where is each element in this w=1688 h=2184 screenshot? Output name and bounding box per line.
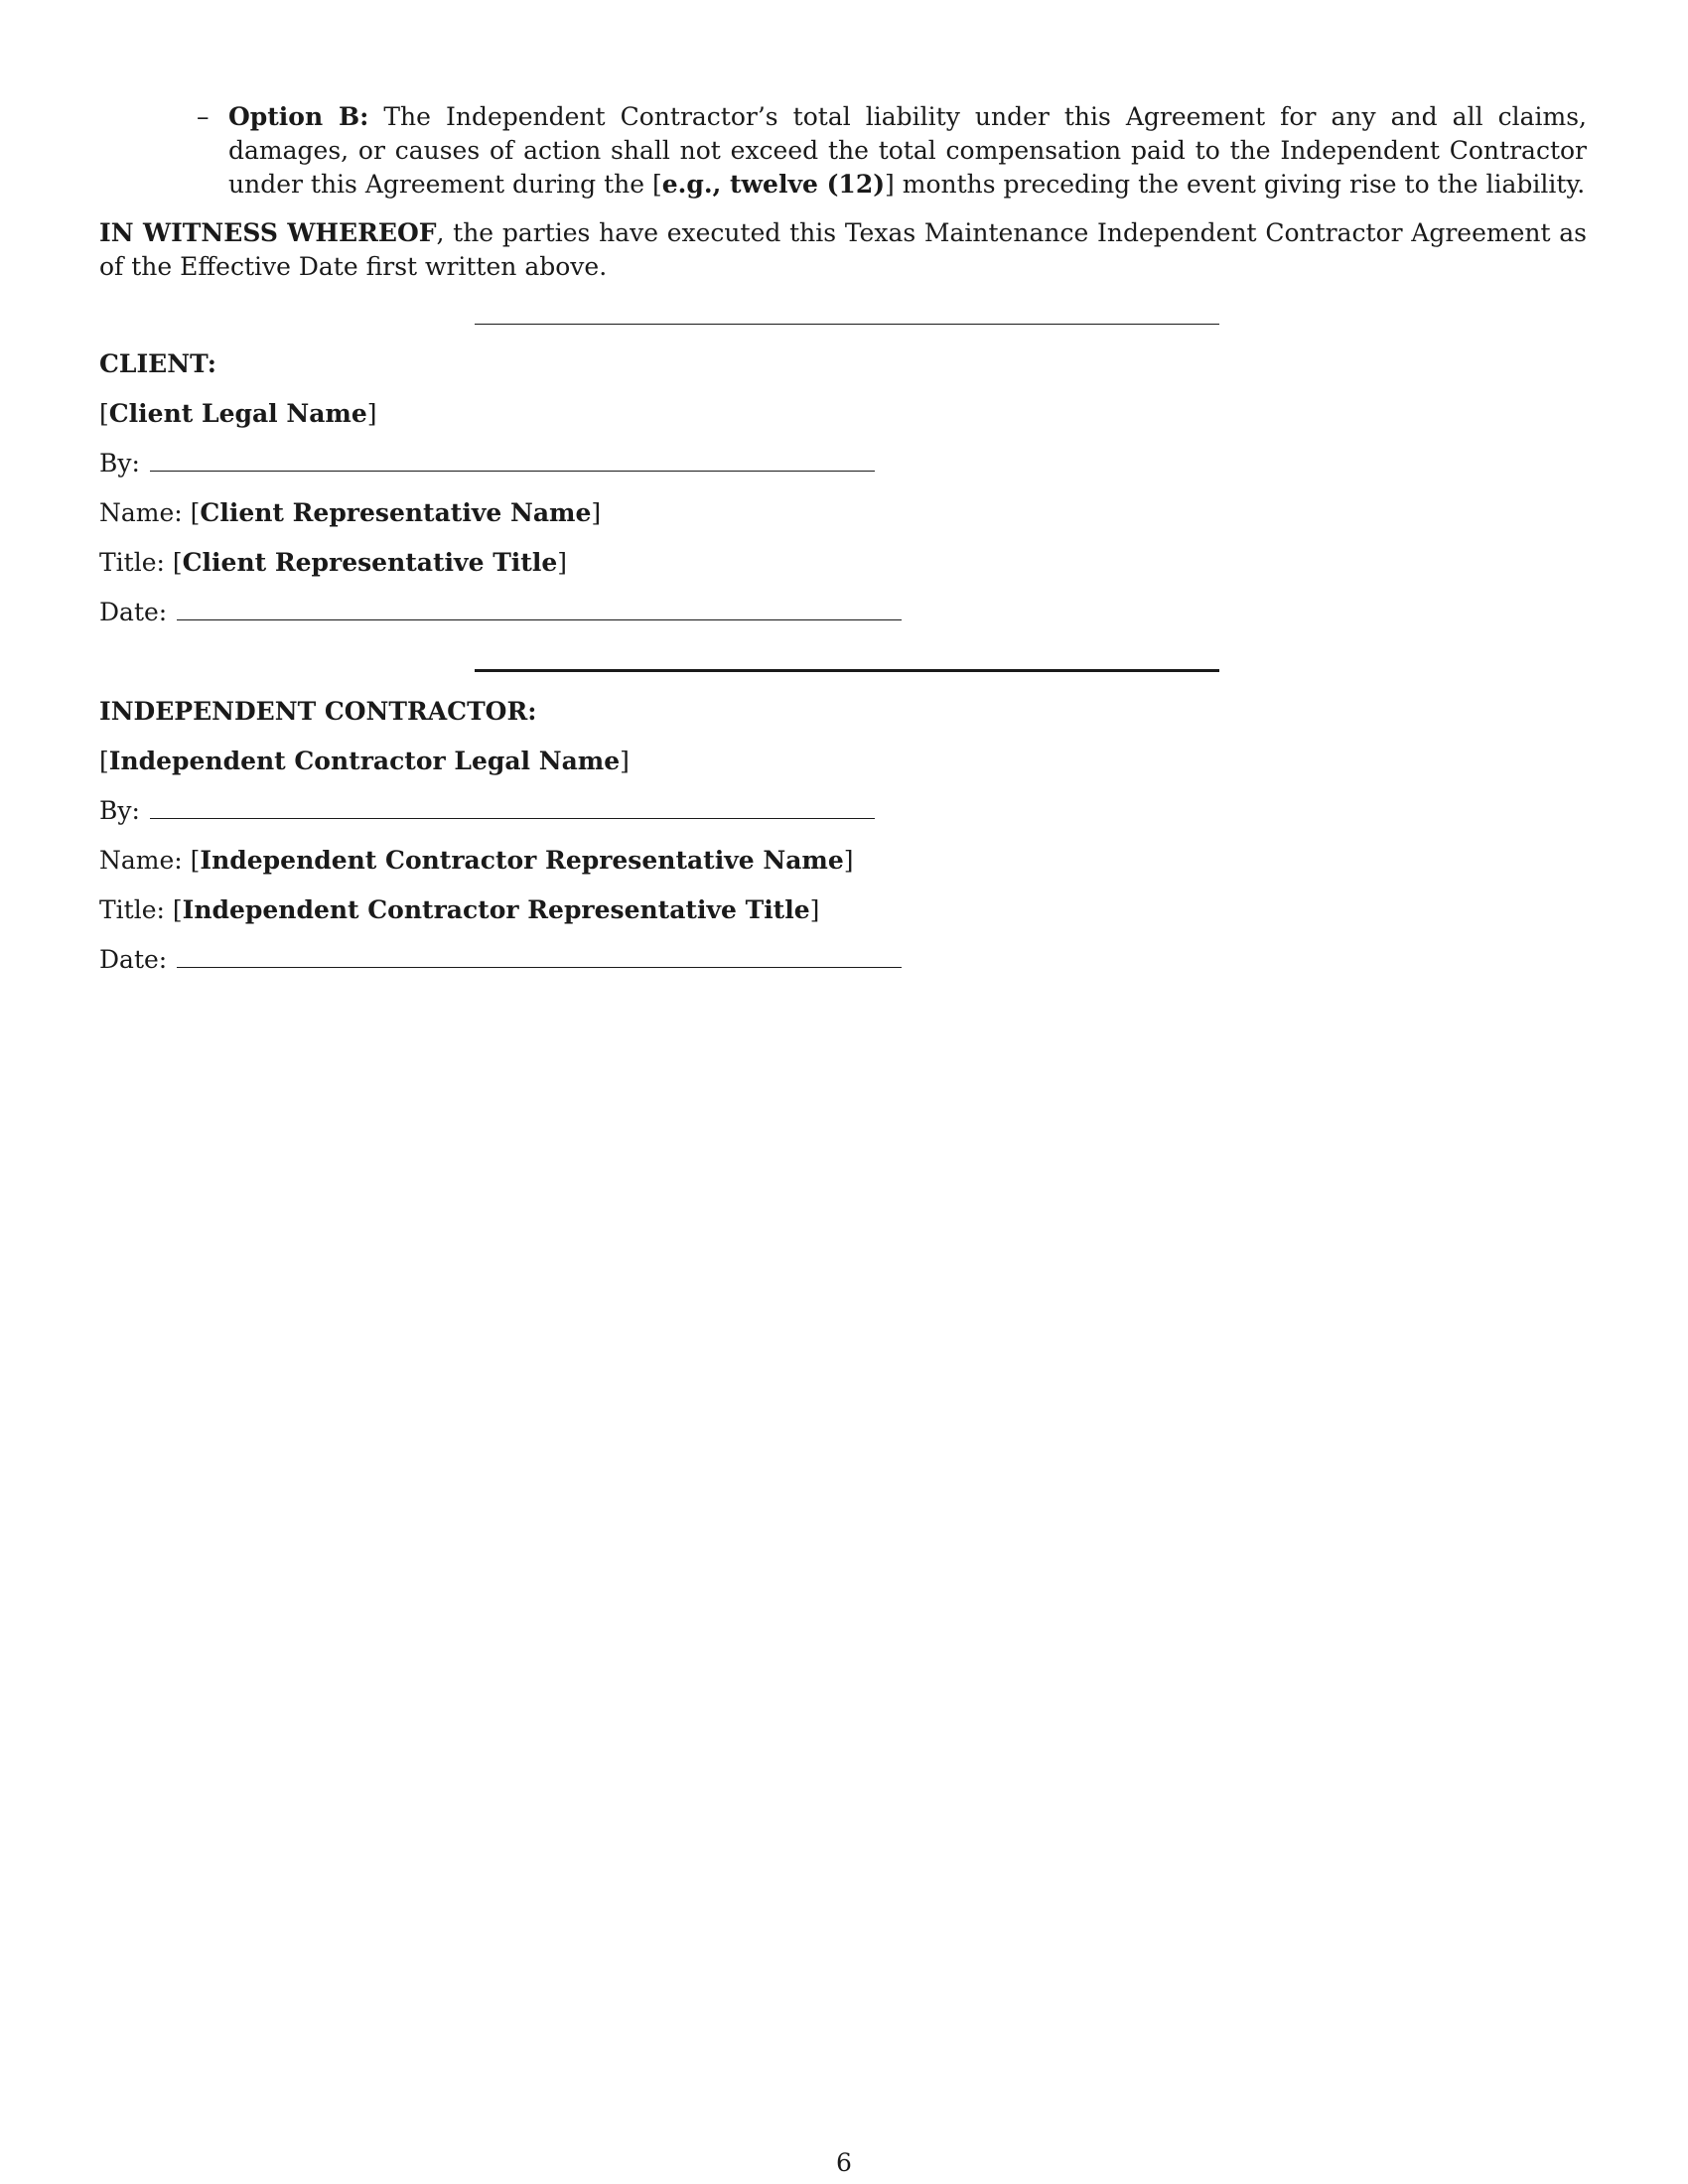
separator-rule-thick bbox=[475, 669, 1219, 672]
client-date-label: Date: bbox=[99, 598, 168, 626]
option-b-placeholder: e.g., twelve (12) bbox=[661, 170, 886, 199]
client-date-line bbox=[99, 596, 902, 629]
contractor-by-line bbox=[99, 794, 875, 828]
client-name-value: Client Representative Name bbox=[200, 498, 592, 527]
contractor-date-label: Date: bbox=[99, 945, 168, 974]
option-b-bracket-close: ] bbox=[885, 170, 895, 199]
witness-lead: IN WITNESS WHEREOF bbox=[99, 218, 437, 247]
witness-text: , the parties have executed this Texas Maintenance Independent Contractor Agreement as of the Effective Date first written above. bbox=[99, 218, 1588, 281]
contractor-legal-name: Independent Contractor Legal Name bbox=[108, 747, 621, 775]
option-b-text-2: months preceding the event giving rise to the liability. bbox=[894, 170, 1586, 199]
contractor-title-label: Title: bbox=[99, 895, 165, 924]
client-legal-name-line: [Client Legal Name] bbox=[99, 399, 377, 428]
client-by-line bbox=[99, 447, 875, 480]
client-legal-name: Client Legal Name bbox=[108, 399, 367, 428]
client-title-label: Title: bbox=[99, 548, 165, 577]
client-name-line: Name: [Client Representative Name] bbox=[99, 498, 602, 527]
contractor-date-field[interactable] bbox=[177, 945, 902, 968]
contractor-name-label: Name: bbox=[99, 846, 183, 875]
option-b-body bbox=[228, 100, 1587, 202]
contractor-title-value: Independent Contractor Representative Title bbox=[182, 895, 810, 924]
client-by-label: By: bbox=[99, 449, 140, 478]
separator-rule bbox=[475, 324, 1219, 325]
list-dash: – bbox=[197, 102, 210, 131]
contractor-heading: INDEPENDENT CONTRACTOR: bbox=[99, 697, 537, 726]
contractor-title-line: Title: [Independent Contractor Representative Title] bbox=[99, 895, 820, 924]
contractor-legal-name-line: [Independent Contractor Legal Name] bbox=[99, 747, 630, 775]
client-name-label: Name: bbox=[99, 498, 183, 527]
option-b-bracket-open: [ bbox=[652, 170, 662, 199]
contractor-name-value: Independent Contractor Representative Name bbox=[200, 846, 844, 875]
client-title-line: Title: [Client Representative Title] bbox=[99, 548, 568, 577]
witness-paragraph bbox=[99, 216, 1587, 284]
contractor-name-line: Name: [Independent Contractor Representative Name] bbox=[99, 846, 854, 875]
contractor-signature-line[interactable] bbox=[150, 796, 875, 819]
client-heading: CLIENT: bbox=[99, 349, 217, 378]
page-number: 6 bbox=[836, 2148, 852, 2177]
client-title-value: Client Representative Title bbox=[182, 548, 558, 577]
option-b-label: Option B: bbox=[228, 102, 369, 131]
contractor-date-line bbox=[99, 943, 902, 977]
option-b-text-1: The Independent Contractor’s total liability under this Agreement for any and all claims, damages, or causes of action shall not exceed the total compensation paid to the Independent Contractor under this Agreement during the bbox=[228, 102, 1587, 199]
option-b-clause bbox=[197, 100, 1587, 202]
client-date-field[interactable] bbox=[177, 598, 902, 620]
client-signature-line[interactable] bbox=[150, 449, 875, 472]
contractor-by-label: By: bbox=[99, 796, 140, 825]
